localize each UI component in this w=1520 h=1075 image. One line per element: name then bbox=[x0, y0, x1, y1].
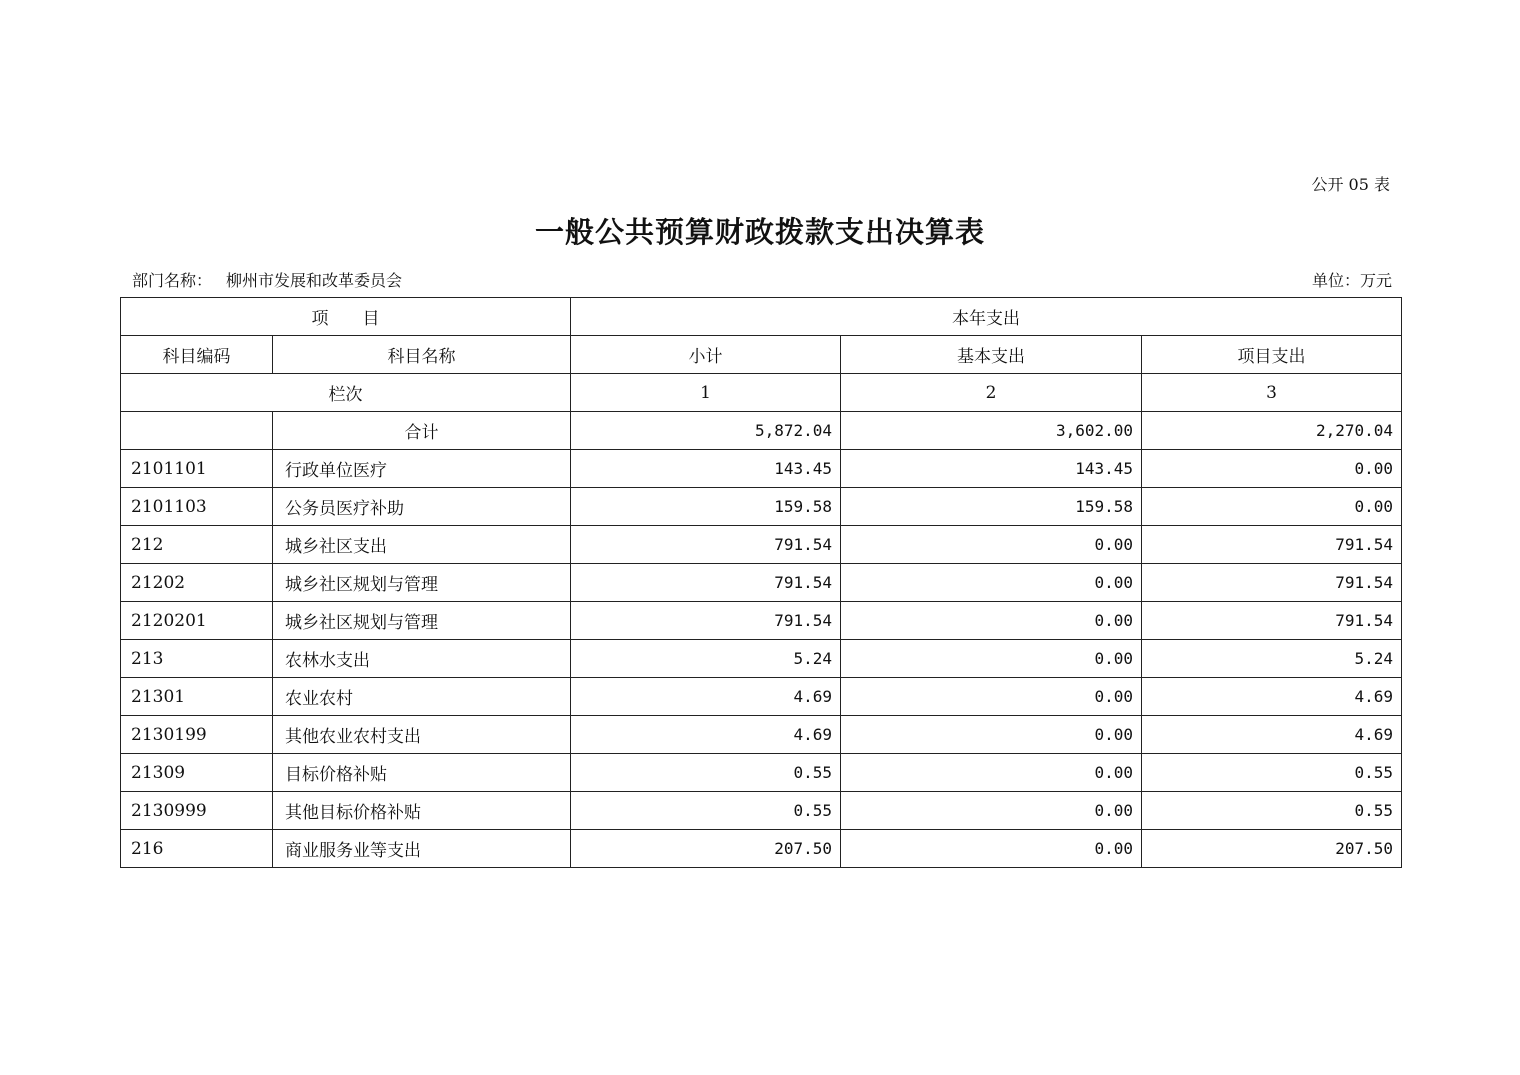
row-name: 城乡社区规划与管理 bbox=[273, 564, 571, 602]
index-1: 1 bbox=[571, 374, 841, 412]
row-project: 4.69 bbox=[1142, 678, 1402, 716]
row-name: 农业农村 bbox=[273, 678, 571, 716]
row-project: 0.55 bbox=[1142, 754, 1402, 792]
budget-table bbox=[120, 297, 1402, 868]
row-basic: 143.45 bbox=[841, 450, 1142, 488]
row-code: 21301 bbox=[121, 678, 273, 716]
row-code: 2130199 bbox=[121, 716, 273, 754]
row-project: 0.00 bbox=[1142, 488, 1402, 526]
row-basic: 0.00 bbox=[841, 754, 1142, 792]
table-row bbox=[121, 830, 1402, 868]
header-code: 科目编码 bbox=[121, 336, 273, 374]
row-name: 城乡社区规划与管理 bbox=[273, 602, 571, 640]
header-row-project bbox=[121, 298, 1402, 336]
row-code: 212 bbox=[121, 526, 273, 564]
row-subtotal: 4.69 bbox=[571, 716, 841, 754]
index-2: 2 bbox=[841, 374, 1142, 412]
row-code: 2101103 bbox=[121, 488, 273, 526]
page-title: 一般公共预算财政拨款支出决算表 bbox=[534, 215, 985, 249]
table-row bbox=[121, 450, 1402, 488]
row-name: 城乡社区支出 bbox=[273, 526, 571, 564]
table-row bbox=[121, 678, 1402, 716]
row-subtotal: 207.50 bbox=[571, 830, 841, 868]
table-row bbox=[121, 526, 1402, 564]
row-subtotal: 791.54 bbox=[571, 526, 841, 564]
total-row bbox=[121, 412, 1402, 450]
row-basic: 0.00 bbox=[841, 678, 1142, 716]
row-project: 791.54 bbox=[1142, 602, 1402, 640]
row-name: 商业服务业等支出 bbox=[273, 830, 571, 868]
row-subtotal: 0.55 bbox=[571, 792, 841, 830]
total-basic: 3,602.00 bbox=[841, 412, 1142, 450]
table-row bbox=[121, 564, 1402, 602]
header-row-columns bbox=[121, 336, 1402, 374]
table-row bbox=[121, 640, 1402, 678]
row-basic: 0.00 bbox=[841, 640, 1142, 678]
row-subtotal: 143.45 bbox=[571, 450, 841, 488]
row-basic: 159.58 bbox=[841, 488, 1142, 526]
row-code: 2130999 bbox=[121, 792, 273, 830]
header-project-expense: 项目支出 bbox=[1142, 336, 1402, 374]
row-project: 4.69 bbox=[1142, 716, 1402, 754]
total-project: 2,270.04 bbox=[1142, 412, 1402, 450]
table-row bbox=[121, 754, 1402, 792]
header-project: 项 目 bbox=[121, 298, 571, 336]
index-row bbox=[121, 374, 1402, 412]
table-row bbox=[121, 792, 1402, 830]
row-subtotal: 5.24 bbox=[571, 640, 841, 678]
header-basic: 基本支出 bbox=[841, 336, 1142, 374]
header-name: 科目名称 bbox=[273, 336, 571, 374]
index-3: 3 bbox=[1142, 374, 1402, 412]
row-name: 行政单位医疗 bbox=[273, 450, 571, 488]
row-basic: 0.00 bbox=[841, 526, 1142, 564]
row-subtotal: 0.55 bbox=[571, 754, 841, 792]
row-subtotal: 4.69 bbox=[571, 678, 841, 716]
row-code: 21202 bbox=[121, 564, 273, 602]
row-project: 791.54 bbox=[1142, 526, 1402, 564]
row-project: 207.50 bbox=[1142, 830, 1402, 868]
row-project: 0.55 bbox=[1142, 792, 1402, 830]
row-basic: 0.00 bbox=[841, 830, 1142, 868]
row-code: 216 bbox=[121, 830, 273, 868]
table-row bbox=[121, 716, 1402, 754]
row-subtotal: 791.54 bbox=[571, 564, 841, 602]
department-label: 部门名称： bbox=[132, 271, 213, 290]
row-project: 0.00 bbox=[1142, 450, 1402, 488]
row-code: 2101101 bbox=[121, 450, 273, 488]
unit-label: 单位：万元 bbox=[1311, 271, 1392, 290]
table-row bbox=[121, 488, 1402, 526]
index-label: 栏次 bbox=[121, 374, 571, 412]
row-name: 其他目标价格补贴 bbox=[273, 792, 571, 830]
department-name: 柳州市发展和改革委员会 bbox=[226, 271, 403, 290]
table-row bbox=[121, 602, 1402, 640]
row-basic: 0.00 bbox=[841, 716, 1142, 754]
row-code: 2120201 bbox=[121, 602, 273, 640]
total-subtotal: 5,872.04 bbox=[571, 412, 841, 450]
row-subtotal: 159.58 bbox=[571, 488, 841, 526]
row-code: 213 bbox=[121, 640, 273, 678]
row-basic: 0.00 bbox=[841, 602, 1142, 640]
header-subtotal: 小计 bbox=[571, 336, 841, 374]
row-project: 5.24 bbox=[1142, 640, 1402, 678]
row-code: 21309 bbox=[121, 754, 273, 792]
department-line bbox=[132, 268, 402, 291]
row-project: 791.54 bbox=[1142, 564, 1402, 602]
header-current-year: 本年支出 bbox=[571, 298, 1402, 336]
row-subtotal: 791.54 bbox=[571, 602, 841, 640]
total-code-cell bbox=[121, 412, 273, 450]
row-name: 农林水支出 bbox=[273, 640, 571, 678]
row-basic: 0.00 bbox=[841, 792, 1142, 830]
row-name: 其他农业农村支出 bbox=[273, 716, 571, 754]
total-label: 合计 bbox=[273, 412, 571, 450]
row-name: 公务员医疗补助 bbox=[273, 488, 571, 526]
form-number: 公开 05 表 bbox=[1311, 175, 1390, 194]
row-basic: 0.00 bbox=[841, 564, 1142, 602]
row-name: 目标价格补贴 bbox=[273, 754, 571, 792]
